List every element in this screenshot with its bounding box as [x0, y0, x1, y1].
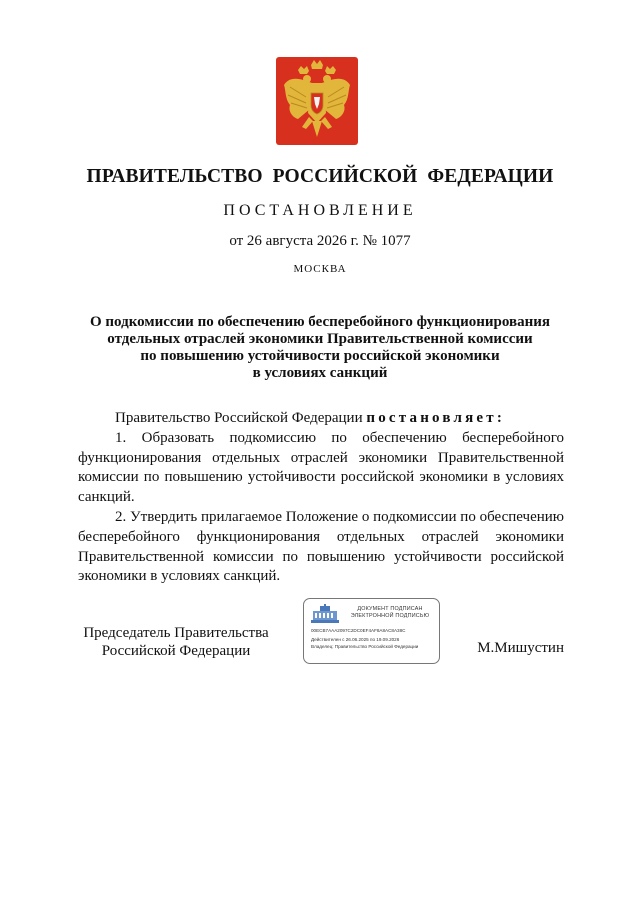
decree-item-2: 2. Утвердить прилагаемое Положение о подкомиссии по обеспечению бесперебойного функционирования отдельных отраслей экономики Правительственной комиссии по повышению устойчивости российской экономики в условиях санкций.: [78, 508, 564, 585]
government-title: ПРАВИТЕЛЬСТВО РОССИЙСКОЙ ФЕДЕРАЦИИ: [86, 166, 554, 187]
decree-verb: постановляет:: [366, 410, 506, 426]
decree-intro: [78, 409, 564, 429]
decree-intro-text: Правительство Российской Федерации: [115, 410, 367, 426]
document-body: [78, 409, 564, 587]
government-building-icon: [310, 604, 340, 629]
subject-line: отдельных отраслей экономики Правительственной комиссии: [107, 331, 533, 347]
signer-position: [78, 624, 274, 660]
electronic-signature-stamp: [303, 598, 440, 664]
subject-line: в условиях санкций: [252, 365, 388, 381]
stamp-heading-line: ДОКУМЕНТ ПОДПИСАН: [357, 606, 423, 612]
signer-position-line: Председатель Правительства: [83, 625, 269, 641]
coat-of-arms-icon: [276, 57, 358, 145]
stamp-certificate: 00ECB7AAA2097C2DC0EF4AF8A8AC8A38C: [311, 628, 406, 633]
document-subject: [60, 314, 580, 382]
decree-item-1: 1. Образовать подкомиссию по обеспечению бесперебойного функционирования отдельных отраслей экономики Правительственной комиссии по повышению устойчивости российской экономики в условиях санкций.: [78, 429, 564, 506]
document-type: ПОСТАНОВЛЕНИЕ: [223, 202, 417, 219]
stamp-owner: Владелец: Правительство Российской Федерации: [311, 644, 419, 649]
document-date-number: от 26 августа 2026 г. № 1077: [229, 233, 411, 249]
stamp-heading: [344, 606, 436, 619]
stamp-heading-line: ЭЛЕКТРОННОЙ ПОДПИСЬЮ: [350, 612, 430, 619]
signer-position-line: Российской Федерации: [101, 643, 251, 659]
subject-line: О подкомиссии по обеспечению бесперебойного функционирования: [89, 314, 551, 330]
subject-line: по повышению устойчивости российской экономики: [140, 348, 500, 364]
document-city: МОСКВА: [293, 263, 347, 275]
stamp-validity: Действителен с 26.06.2025 по 19.09.2026: [311, 637, 400, 642]
signer-name: М.Мишустин: [477, 640, 564, 656]
